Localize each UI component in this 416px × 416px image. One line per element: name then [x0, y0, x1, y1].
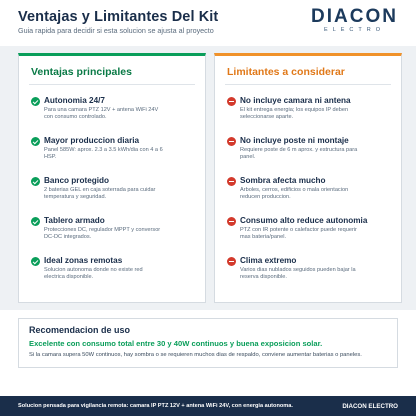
ventaja-item: Tablero armado Protecciones DC, regulador MPPT y conversor DC-DC integrados. [31, 216, 201, 241]
limitantes-title: Limitantes a considerar [227, 66, 345, 78]
ventaja-item: Ideal zonas remotas Solucion autonoma donde no existe red electrica disponible. [31, 256, 201, 281]
footer-brand: DIACON ELECTRO [342, 402, 398, 410]
limitante-item: No incluye poste ni montaje Requiere poste de 6 m aprox. y estructura para panel. [227, 136, 397, 161]
minus-icon [227, 217, 236, 226]
page-title: Ventajas y Limitantes Del Kit [18, 9, 219, 25]
page-subtitle: Guia rapida para decidir si esta solucion se ajusta al proyecto [18, 26, 214, 35]
recommendation-box [18, 318, 398, 368]
footer-text: Solucion pensada para vigilancia remota: camara IP PTZ 12V + antena WiFi 24V, con energia autonoma. [18, 403, 293, 409]
check-icon [31, 137, 40, 146]
recommendation-note: Si la camara supera 50W continuos, hay sombra o se requieren muchos dias de respaldo, conviene aumentar baterias o paneles. [29, 352, 362, 358]
header [0, 0, 416, 46]
comparison-section [0, 46, 416, 310]
divider [29, 84, 195, 85]
limitante-item: No incluye camara ni antena El kit entrega energia; los equipos IP deben seleccionarse aparte. [227, 96, 397, 121]
minus-icon [227, 97, 236, 106]
check-icon [31, 257, 40, 266]
check-icon [31, 97, 40, 106]
ventaja-item: Mayor produccion diaria Panel 585W: aprox. 2.3 a 3.5 kWh/dia con 4 a 6 HSP. [31, 136, 201, 161]
check-icon [31, 177, 40, 186]
ventaja-item: Autonomia 24/7 Para una camara PTZ 12V + antena WiFi 24V con consumo controlado. [31, 96, 201, 121]
ventajas-title: Ventajas principales [31, 66, 132, 78]
limitante-item: Clima extremo Varios dias nublados seguidos pueden bajar la reserva disponible. [227, 256, 397, 281]
minus-icon [227, 137, 236, 146]
minus-icon [227, 177, 236, 186]
divider [225, 84, 391, 85]
limitante-item: Consumo alto reduce autonomia PTZ con IR potente o calefactor puede requerir mas bateria/panel. [227, 216, 397, 241]
ventajas-card [18, 53, 206, 303]
recommendation-title: Recomendacion de uso [29, 325, 131, 335]
logo-main-text: DIACON [311, 6, 398, 27]
ventaja-item: Banco protegido 2 baterias GEL en caja soterrada para cuidar temperatura y seguridad. [31, 176, 201, 201]
limitantes-card [214, 53, 402, 303]
footer [0, 396, 416, 416]
limitante-item: Sombra afecta mucho Arboles, cerros, edificios o mala orientacion reducen produccion. [227, 176, 397, 201]
brand-logo [311, 7, 398, 33]
minus-icon [227, 257, 236, 266]
logo-sub-text: ELECTRO [324, 27, 386, 33]
check-icon [31, 217, 40, 226]
recommendation-main: Excelente con consumo total entre 30 y 40W continuos y buena exposicion solar. [29, 339, 323, 348]
